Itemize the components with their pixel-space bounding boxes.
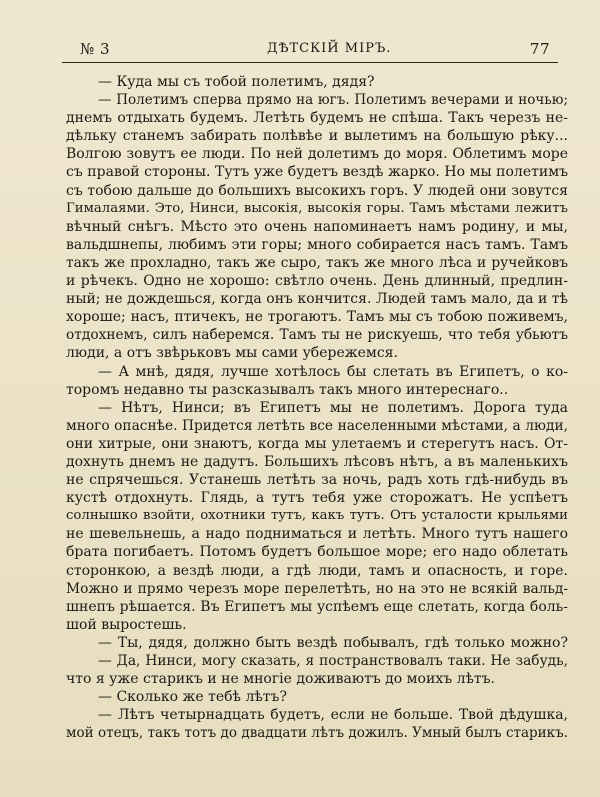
text-line: такъ же прохладно, такъ же сыро, такъ же много лѣса и ручейковъ [66,254,568,271]
text-line: торомъ недавно ты разсказывалъ такъ много интереснаго.. [66,381,509,398]
text-line: — Сколько же тебѣ лѣтъ? [98,689,287,706]
text-line: кустѣ отдохнуть. Глядь, а тутъ тебя уже сторожатъ. Не успѣетъ [66,490,568,507]
text-line: — Куда мы съ тобой полетимъ, дядя? [98,74,375,90]
text-line: — Лѣтъ четырнадцать будетъ, если не больше. Твой дѣдушка, [98,707,568,724]
text-line: — Нѣтъ, Нинси; въ Египетъ мы не полетимъ. Дорога туда [98,399,568,416]
text-line: много опаснѣе. Придется летѣть все населенными мѣстами, а люди, [66,417,568,434]
header-rule [62,62,558,63]
text-line: они хитрые, они знаютъ, когда мы улетаемъ и стерегутъ насъ. От- [66,435,568,452]
text-line: не спрячешься. Устанешь летѣть за ночь, радъ хоть гдѣ-нибудь въ [66,472,568,489]
issue-number: № 3 [80,40,111,58]
text-line: — Ты, дядя, должно быть вездѣ побывалъ, гдѣ только можно? [98,634,568,651]
text-line: Можно и прямо черезъ море перелетѣть, но на это не всякій вальд- [66,580,568,597]
text-line: — А мнѣ, дядя, лучше хотѣлось бы слетать въ Египетъ, о ко- [98,363,568,380]
text-line: Волгою зовутъ ее люди. По ней долетимъ до моря. Облетимъ море [66,146,568,163]
text-line: съ тобою дальше до большихъ высокихъ горъ. У людей они зовутся [66,182,568,199]
text-line: дѣльку станемъ забирать полѣвѣе и вылетимъ на большую рѣку... [66,128,568,145]
text-line: съ правой стороны. Тутъ уже будетъ вездѣ жарко. Но мы полетимъ [66,164,568,181]
text-line: брата погибаетъ. Потомъ будетъ большое море; его надо облетать [66,544,568,561]
text-line: что я уже старикъ и не многіе доживаютъ до моихъ лѣтъ. [66,671,496,688]
text-line: сторонкою, а вездѣ люди, а гдѣ люди, тамъ и опасность, и горе. [66,562,568,579]
text-line: хороше; насъ, птичекъ, не трогаютъ. Тамъ мы съ тобою поживемъ, [66,309,568,326]
running-header [62,37,558,59]
text-line: вѣчный снѣгъ. Мѣсто это очень напоминаетъ намъ родину, и мы, [66,218,568,235]
text-line: дохнуть днемъ не дадутъ. Большихъ лѣсовъ нѣтъ, а въ маленькихъ [66,453,568,470]
text-line: — Полетимъ сперва прямо на югъ. Полетимъ вечерами и ночью; [98,92,568,109]
text-line: солнышко взойти, охотники тутъ, какъ тутъ. Отъ усталости крыльями [66,508,568,524]
page-number: 77 [529,40,550,58]
text-line: шой выростешь. [66,616,187,633]
journal-title: ДѢТСКІЙ МІРЪ. [267,41,392,56]
text-line: мой отецъ, такъ тотъ до двадцати лѣтъ дожилъ. Умный былъ старикъ. [66,725,568,742]
text-line: люди, а отъ звѣрьковъ мы сами убережемся. [66,345,398,362]
story-text [66,73,568,742]
text-line: днемъ отдыхать будемъ. Летѣть будемъ не спѣша. Такъ черезъ не- [66,110,568,127]
text-line: и рѣчекъ. Одно не хорошо: свѣтло очень. День длинный, предлин- [66,273,568,290]
text-line: — Да, Нинси, могу сказать, я постранствовалъ таки. Не забудь, [98,653,568,669]
text-line: не шевельнешь, а надо подниматься и летѣть. Много тутъ нашего [66,526,568,543]
text-line: вальдшнепы, любимъ эти горы; много собирается насъ тамъ. Тамъ [66,236,568,253]
text-line: отдохнемъ, силъ наберемся. Тамъ ты не рискуешь, что тебя убьютъ [66,327,568,344]
text-line: Гималаями. Это, Нинси, высокія, высокія горы. Тамъ мѣстами лежитъ [66,200,568,216]
text-line: ный; не дождешься, когда онъ кончится. Людей тамъ мало, да и тѣ [66,291,568,308]
text-line: шнепъ рѣшается. Въ Египетъ мы успѣемъ еще слетать, когда боль- [66,598,568,615]
